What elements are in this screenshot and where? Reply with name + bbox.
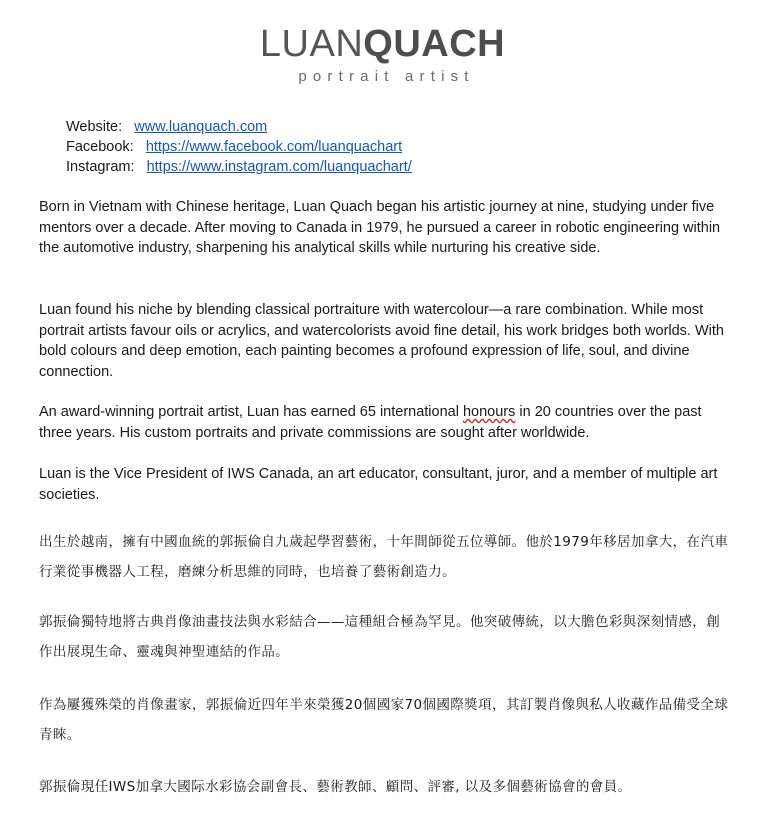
logo-name-bold: QUACH (363, 23, 506, 65)
chinese-paragraph-roles: 郭振倫現任IWS加拿大國际水彩協会副會長、藝術教師、顧問、評審, 以及多個藝術協會的會員。 (39, 779, 632, 795)
logo (0, 22, 765, 85)
bio-paragraph-origin: Born in Vietnam with Chinese heritage, Luan Quach began his artistic journey at nine, studying under five mentors over a decade. After moving to Canada in 1979, he pursued a career in robotic engineering within the automotive industry, sharpening his analytical skills while nurturing his creative side. (39, 199, 721, 256)
contact-list (66, 117, 412, 177)
facebook-label: Facebook: (66, 139, 134, 155)
awards-text-end: in 20 countries over the past three years. His custom portraits and private commissions are sought after worldwide. (39, 404, 702, 441)
chinese-paragraph-origin: 出生於越南，擁有中國血統的郭振倫自九歲起學習藝術，十年間師從五位導師。他於1979年移居加拿大，在汽車行業從事機器人工程，磨練分析思維的同時，也培養了藝術創造力。 (39, 534, 729, 580)
instagram-label: Instagram: (66, 159, 135, 175)
logo-tagline: portrait artist (298, 68, 475, 85)
chinese-paragraph-awards: 作為屢獲殊榮的肖像畫家，郭振倫近四年半來榮獲20個國家70個國際獎項，其訂製肖像與私人收藏作品備受全球青睞。 (39, 697, 729, 743)
spellcheck-marked-word[interactable]: honours (462, 404, 516, 420)
facebook-link[interactable]: https://www.facebook.com/luanquachart (145, 139, 403, 155)
contact-instagram (66, 157, 412, 177)
logo-name-light: LUAN (259, 23, 364, 65)
bio-paragraph-style: Luan found his niche by blending classical portraiture with watercolour—a rare combination. While most portrait artists favour oils or acrylics, and watercolorists avoid fine detail, his work bridges both worlds. With bold colours and deep emotion, each painting becomes a profound expression of life, soul, and divine connection. (39, 302, 724, 380)
awards-text-start: An award-winning portrait artist, Luan has earned 65 international (39, 404, 463, 420)
website-label: Website: (66, 119, 123, 135)
logo-wordmark (0, 22, 765, 66)
chinese-paragraph-style: 郭振倫獨特地將古典肖像油畫技法與水彩結合——這種組合極為罕見。他突破傳統，以大膽色彩與深刻情感，創作出展現生命、靈魂與神聖連結的作品。 (39, 614, 721, 660)
bio-paragraph-awards (39, 402, 729, 443)
contact-website (66, 117, 412, 137)
instagram-link[interactable]: https://www.instagram.com/luanquachart/ (146, 159, 412, 175)
contact-facebook (66, 137, 412, 157)
bio-paragraph-roles: Luan is the Vice President of IWS Canada, an art educator, consultant, juror, and a member of multiple art societies. (39, 466, 718, 503)
website-link[interactable]: www.luanquach.com (134, 119, 268, 135)
